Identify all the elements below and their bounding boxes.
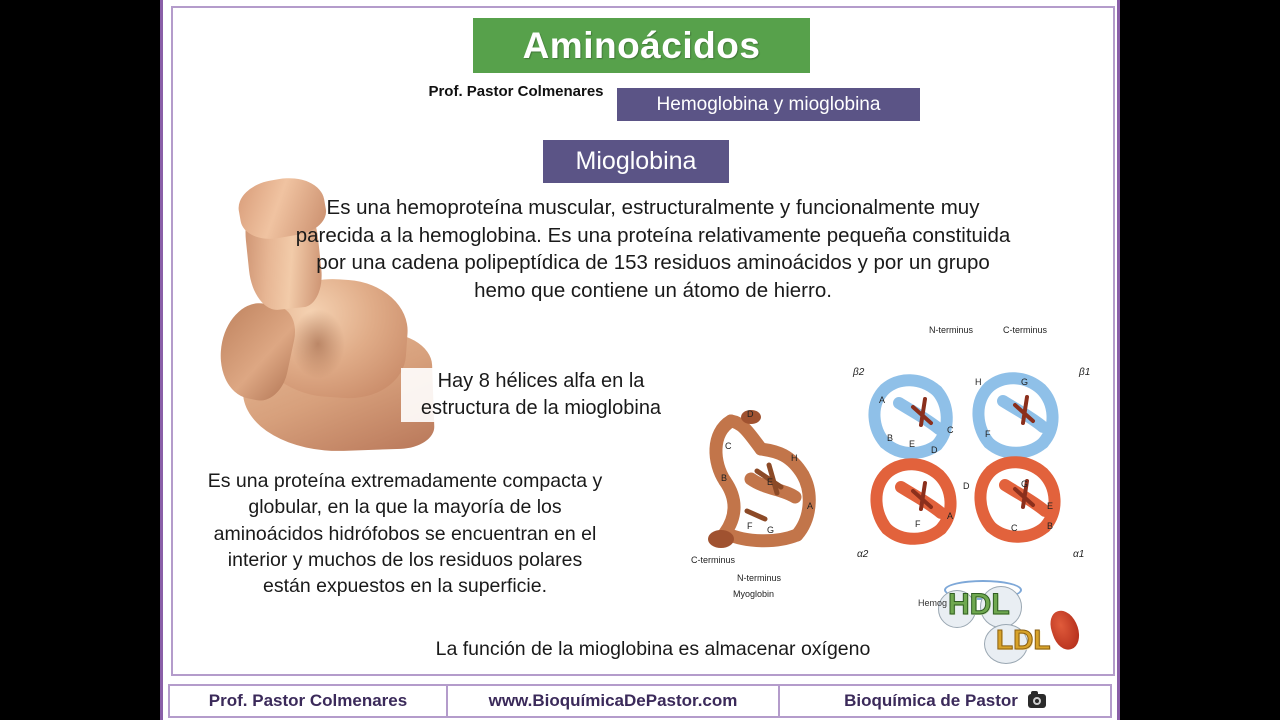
hb-label-b2-C: C (947, 425, 954, 435)
hb-label-a2-F: F (915, 519, 921, 529)
ldl-label: LDL (996, 624, 1051, 655)
paragraph-funcion: La función de la mioglobina es almacenar oxígeno (435, 638, 871, 660)
footer-channel-label: Bioquímica de Pastor (844, 691, 1018, 710)
footer-author: Prof. Pastor Colmenares (170, 686, 448, 716)
hb-label-b1-G: G (1021, 377, 1029, 387)
hemoglobin-ribbon-svg (851, 333, 1101, 583)
mb-label-D: D (747, 409, 754, 419)
hb-label-b1-H: H (975, 377, 982, 387)
hb-subunit-alpha1: α1 (1073, 549, 1085, 560)
mb-caption: Myoglobin (733, 589, 775, 599)
hb-label-b2-D: D (931, 445, 938, 455)
red-blood-cell-icon (1046, 607, 1083, 653)
paragraph-compacta: Es una proteína extremadamente compacta y globular, en la que la mayoría de los aminoácidos hidrófobos se encuentran en el interior y muchos de los residuos polares están expuestos en la superficie. (207, 470, 603, 598)
slide-section-heading: Mioglobina (575, 147, 697, 175)
paragraph-helices: Hay 8 hélices alfa en la estructura de la mioglobina (401, 368, 681, 422)
author-credit-top: Prof. Pastor Colmenares (428, 83, 604, 100)
hb-label-b2-A: A (879, 395, 886, 405)
mb-label-H: H (791, 453, 798, 463)
hb-label-a2-A: A (947, 511, 954, 521)
mb-label-G: G (767, 525, 775, 535)
camera-icon (1028, 694, 1046, 708)
footer-bar (168, 684, 1112, 718)
slide-frame (160, 0, 1120, 720)
mb-label-F: F (747, 521, 753, 531)
footer-channel-cell (780, 686, 1110, 716)
hb-label-a1-E: E (1047, 501, 1054, 511)
myoglobin-ribbon-svg (691, 393, 869, 568)
page-title: Aminoácidos (522, 24, 761, 66)
hdl-label: HDL (948, 588, 1010, 621)
hb-label-a1-B: B (1047, 521, 1054, 531)
slide-inner-border (171, 6, 1115, 676)
hb-label-b1-F: F (985, 429, 991, 439)
hb-subunit-alpha2: α2 (857, 549, 869, 560)
hb-c-terminus-label: C-terminus (1003, 325, 1048, 335)
mb-c-terminus-label: C-terminus (691, 555, 736, 565)
lipoprotein-cartoon (918, 580, 1098, 668)
hb-label-a1-C: C (1011, 523, 1018, 533)
paragraph-intro: Es una hemoproteína muscular, estructuralmente y funcionalmente muy parecida a la hemoglobina. Es una proteína relativamente pequeña constituida por una cadena polipeptídica de 153 residuos aminoácidos y por un grupo hemo que contiene un átomo de hierro. (295, 196, 1011, 303)
slide-subtitle: Hemoglobina y mioglobina (656, 93, 881, 115)
myoglobin-diagram (691, 393, 869, 599)
hb-label-a2-D: D (963, 481, 970, 491)
hemoglobin-diagram (851, 325, 1101, 583)
mb-label-C: C (725, 441, 732, 451)
hb-label-a1-Q: G (1021, 479, 1029, 489)
lipo-hemo-label: Hemog (918, 598, 948, 608)
hb-label-b2-B: B (887, 433, 894, 443)
footer-website[interactable]: www.BioquímicaDePastor.com (448, 686, 780, 716)
hb-subunit-beta1: β1 (1079, 367, 1091, 378)
mb-label-A: A (807, 501, 814, 511)
hb-n-terminus-label: N-terminus (929, 325, 974, 335)
hb-subunit-beta2: β2 (853, 367, 865, 378)
slide-section-box (543, 140, 729, 183)
mb-label-E: E (767, 477, 774, 487)
mb-label-B: B (721, 473, 728, 483)
mb-n-terminus-label: N-terminus (737, 573, 782, 583)
slide-subtitle-box (617, 88, 920, 121)
arm-shading (291, 309, 345, 379)
hb-label-b2-E: E (909, 439, 916, 449)
slide-title-box (473, 18, 810, 73)
